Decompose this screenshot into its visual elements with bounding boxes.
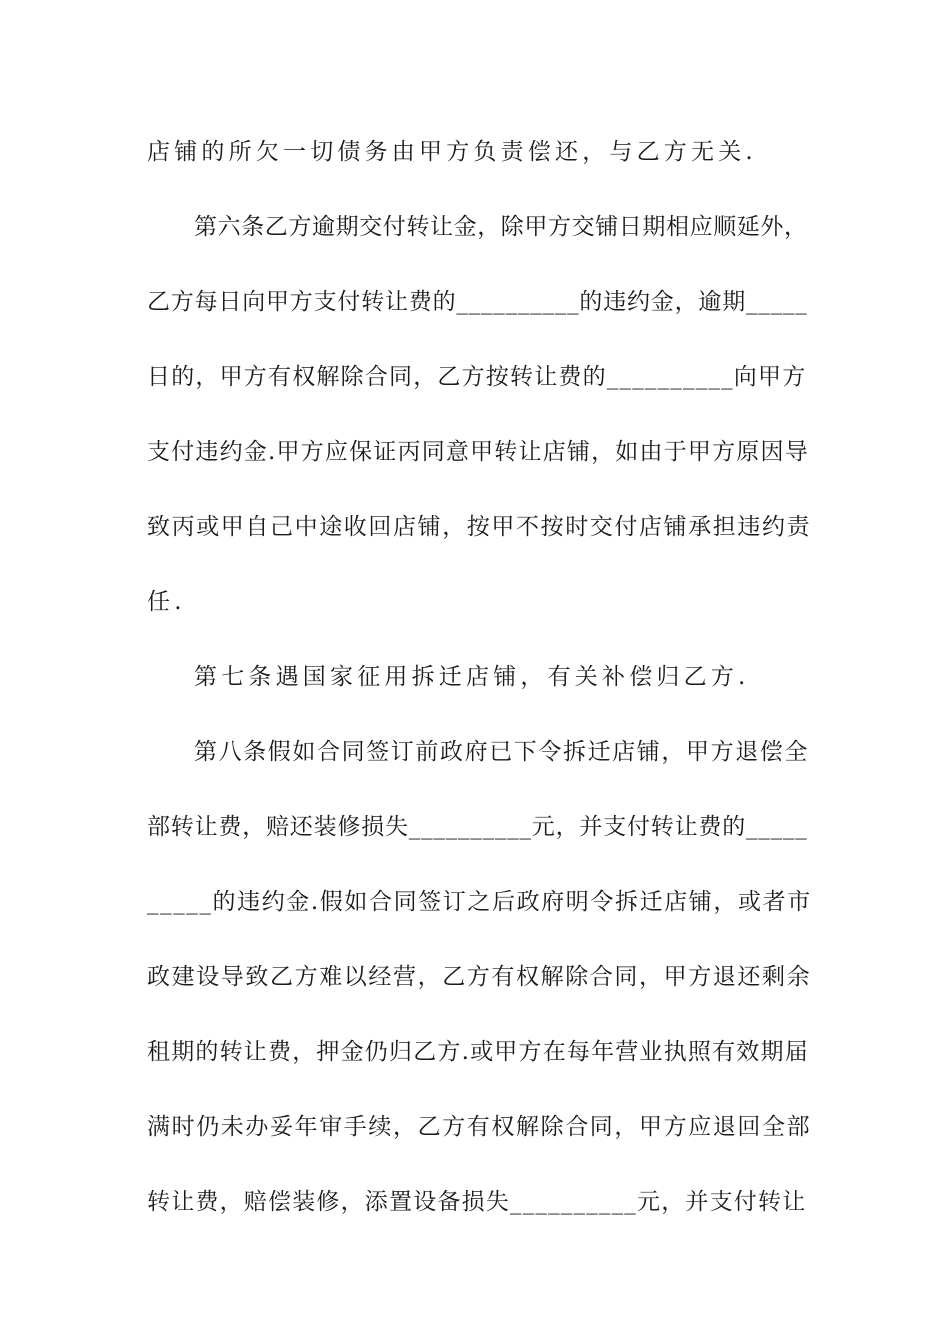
paragraph-line: 部转让费，赔还装修损失__________元，并支付转让费的_____	[147, 814, 808, 840]
paragraph-line: 第八条假如合同签订前政府已下令拆迁店铺，甲方退偿全	[194, 739, 809, 765]
paragraph-line: 租期的转让费，押金仍归乙方.或甲方在每年营业执照有效期届	[147, 1039, 809, 1065]
paragraph-line: 政建设导致乙方难以经营，乙方有权解除合同，甲方退还剩余	[147, 964, 812, 990]
paragraph-line: 日的，甲方有权解除合同，乙方按转让费的__________向甲方	[147, 364, 807, 390]
paragraph-line: 转让费，赔偿装修，添置设备损失__________元，并支付转让	[147, 1189, 807, 1215]
paragraph-line: 第七条遇国家征用拆迁店铺，有关补偿归乙方.	[194, 664, 750, 690]
paragraph-line: 满时仍未办妥年审手续，乙方有权解除合同，甲方应退回全部	[147, 1114, 812, 1140]
paragraph-line: 乙方每日向甲方支付转让费的__________的违约金，逾期_____	[147, 289, 808, 315]
paragraph-line: 任.	[147, 589, 186, 615]
paragraph-line: 第六条乙方逾期交付转让金，除甲方交铺日期相应顺延外，	[194, 214, 808, 240]
paragraph-line: 致丙或甲自己中途收回店铺，按甲不按时交付店铺承担违约责	[147, 514, 812, 540]
paragraph-line: _____的违约金.假如合同签订之后政府明令拆迁店铺，或者市	[147, 889, 812, 915]
paragraph-line: 支付违约金.甲方应保证丙同意甲转让店铺，如由于甲方原因导	[147, 439, 809, 465]
paragraph-line: 店铺的所欠一切债务由甲方负责偿还，与乙方无关.	[147, 139, 757, 165]
